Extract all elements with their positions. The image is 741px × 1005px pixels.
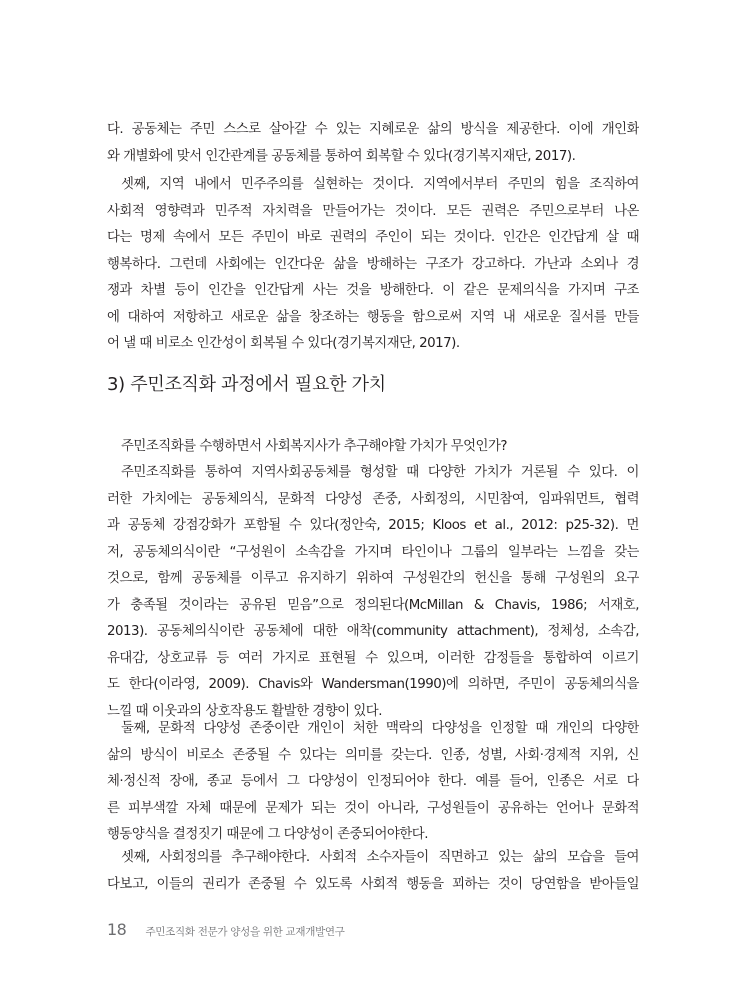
paragraph-democracy [107, 172, 639, 358]
text-line: 셋째, 사회정의를 추구해야한다. 사회적 소수자들이 직면하고 있는 삶의 모습을 들여 [121, 850, 639, 865]
text-line: 과 공동체 강점강화가 포함될 수 있다(정안숙, 2015; Kloos et al., 2012: p25-32). 먼 [107, 518, 639, 533]
text-line: 셋째, 지역 내에서 민주주의를 실현하는 것이다. 지역에서부터 주민의 힘을 조직하여 [121, 177, 639, 192]
text-line: 도 한다(이라영, 2009). Chavis와 Wandersman(1990)에 의하면, 주민이 공동체의식을 [107, 677, 639, 692]
text-line: 와 개별화에 맞서 인간관계를 공동체를 통하여 회복할 수 있다(경기복지재단, 2017). [107, 148, 576, 164]
text-line: 둘째, 문화적 다양성 존중이란 개인이 처한 맥락의 다양성을 인정할 때 개인의 다양한 [121, 721, 639, 736]
text-line: 느낄 때 이웃과의 상호작용도 활발한 경향이 있다. [107, 703, 383, 719]
paragraph-cultural-diversity [107, 716, 639, 849]
text-line: 사회적 영향력과 민주적 자치력을 만들어가는 것이다. 모든 권력은 주민으로부터 나온 [107, 203, 639, 219]
text-line: 저, 공동체의식이란 “구성원이 소속감을 가지며 타인이나 그룹의 일부라는 느낌을 갖는 [107, 544, 639, 560]
text-line: 것으로, 함께 공동체를 이루고 유지하기 위하여 구성원간의 헌신을 통해 구성원의 요구 [107, 571, 639, 586]
paragraph-social-justice [107, 845, 639, 898]
text-line: 유대감, 상호교류 등 여러 가지로 표현될 수 있으며, 이러한 감정들을 통합하여 이르기 [107, 650, 639, 666]
text-line: 주민조직화를 수행하면서 사회복지사가 추구해야할 가치가 무엇인가? [121, 439, 508, 454]
text-line: 다는 명제 속에서 모든 주민이 바로 권력의 주인이 되는 것이다. 인간은 인간답게 살 때 [107, 230, 639, 245]
text-line: 른 피부색깔 자체 때문에 문제가 되는 것이 아니라, 구성원들이 공유하는 언어나 문화적 [107, 800, 639, 816]
text-line: 주민조직화를 통하여 지역사회공동체를 형성할 때 다양한 가치가 거론될 수 있다. 이 [121, 465, 639, 480]
text-line: 쟁과 차별 등이 인간을 인간답게 사는 것을 방해한다. 이 같은 문제의식을 가지며 구조 [107, 283, 639, 298]
running-title: 주민조직화 전문가 양성을 위한 교재개발연구 [145, 926, 345, 938]
text-line: 행복하다. 그런데 사회에는 인간다운 삶을 방해하는 구조가 강고하다. 가난과 소외나 경 [107, 256, 639, 272]
page-footer [107, 920, 345, 939]
text-line: 러한 가치에는 공동체의식, 문화적 다양성 존중, 사회정의, 시민참여, 임파워먼트, 협력 [107, 491, 639, 507]
text-line: 체·정신적 장애, 종교 등에서 그 다양성이 인정되어야 한다. 예를 들어, 인종은 서로 다 [107, 774, 639, 789]
text-line: 에 대하여 저항하고 새로운 삶을 창조하는 행동을 함으로써 지역 내 새로운 질서를 만들 [107, 309, 639, 325]
text-line: 2013). 공동체의식이란 공동체에 대한 애착(community attachment), 정체성, 소속감, [107, 624, 639, 639]
paragraph-community-intro [107, 117, 639, 170]
text-line: 가 충족될 것이라는 공유된 믿음”으로 정의된다(McMillan & Chavis, 1986; 서재호, [107, 597, 639, 613]
text-line: 어 낼 때 비로소 인간성이 회복될 수 있다(경기복지재단, 2017). [107, 336, 460, 351]
text-line: 다보고, 이들의 권리가 존중될 수 있도록 사회적 행동을 꾀하는 것이 당연함을 받아들일 [107, 876, 639, 892]
paragraph-community-sense [107, 460, 639, 725]
text-line: 다. 공동체는 주민 스스로 살아갈 수 있는 지혜로운 삶의 방식을 제공한다. 이에 개인화 [107, 122, 639, 137]
section-heading: 3) 주민조직화 과정에서 필요한 가치 [107, 374, 386, 395]
page-number: 18 [107, 920, 127, 939]
text-line: 행동양식을 결정짓기 때문에 그 다양성이 존중되어야한다. [107, 827, 428, 842]
paragraph-question [107, 434, 639, 461]
text-line: 삶의 방식이 비로소 존중될 수 있다는 의미를 갖는다. 인종, 성별, 사회·경제적 지위, 신 [107, 747, 639, 763]
